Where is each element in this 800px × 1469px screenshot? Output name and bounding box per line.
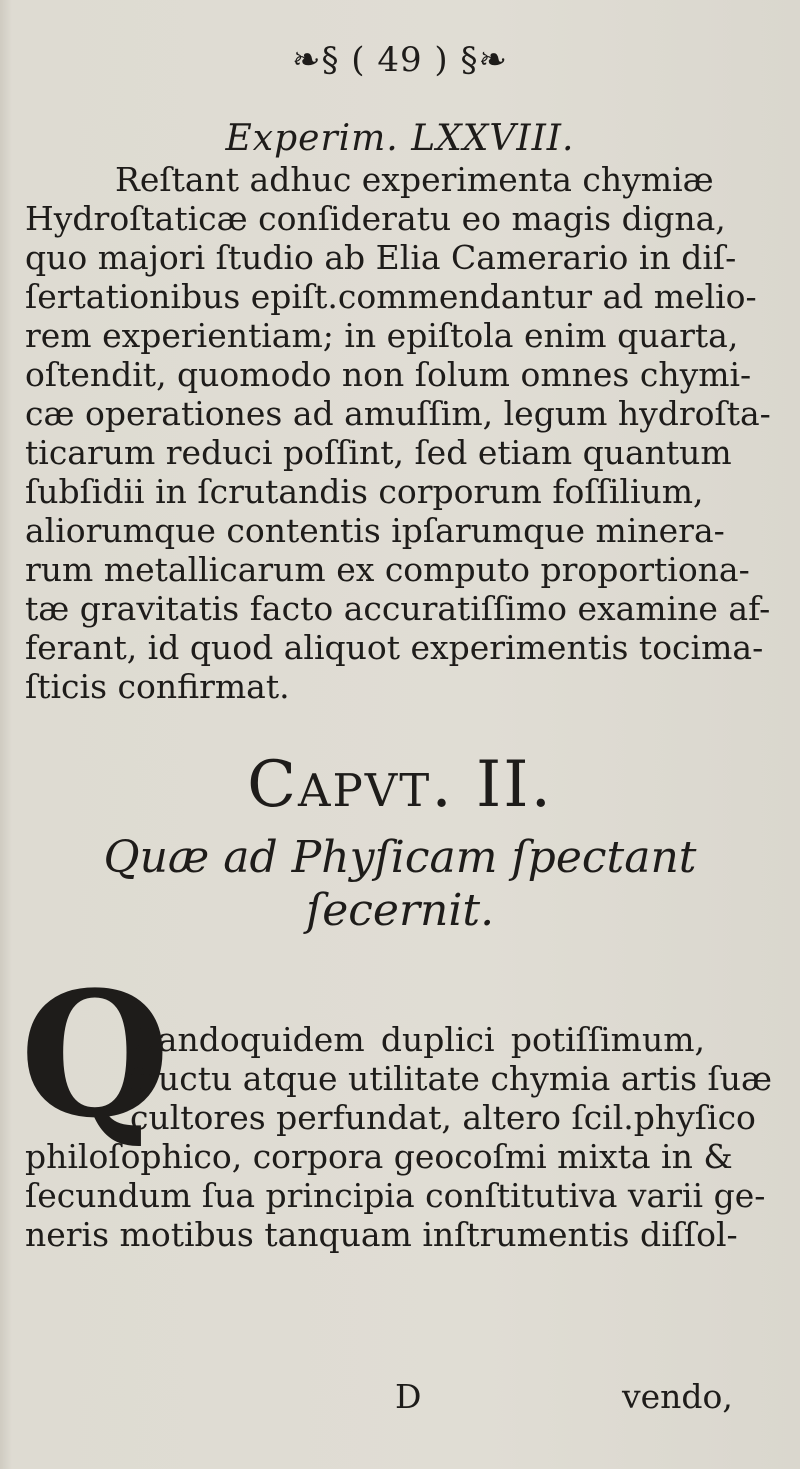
text-line: ſubſidii in ſcrutandis corporum foſſilium, (25, 472, 704, 511)
chapter-subtitle-line-1: Quæ ad Phyſicam ſpectant (103, 832, 697, 883)
ornament-left: ❧§ (291, 40, 340, 80)
text-line: Hydroſtaticæ conſideratu eo magis digna, (25, 199, 726, 238)
text-line: cæ operationes ad amuſſim, legum hydroſta- (25, 394, 771, 433)
text-line: Uandoquidem duplici potiſſimum, (130, 1020, 705, 1059)
text-line: oſtendit, quomodo non ſolum omnes chymi- (25, 355, 752, 394)
text-line: ſecundum ſua principia conſtitutiva varii ge- (25, 1176, 766, 1215)
running-title: Experim. LXXVIII. (225, 118, 575, 159)
text-line: ticarum reduci poſſint, ſed etiam quantum (25, 433, 732, 472)
chapter-subtitle-line-2: ſecernit. (305, 885, 495, 936)
text-line: quo majori ſtudio ab Elia Camerario in diſ- (25, 238, 737, 277)
ornament-right: §❧ (460, 40, 509, 80)
paragraph-2 (25, 1020, 773, 1254)
drop-cap: Q (20, 953, 170, 1156)
signature-mark: D (395, 1377, 422, 1416)
text-line: ſticis confirmat. (25, 667, 290, 706)
page-number: ( 49 ) (351, 40, 449, 80)
text-line: rum metallicarum ex computo proportiona- (25, 550, 750, 589)
text-line: Reſtant adhuc experimenta chymiæ (115, 160, 714, 199)
text-line: neris motibus tanquam inſtrumentis diſſol- (25, 1215, 738, 1254)
text-line: cultores perfundat, altero ſcil.phyſico (130, 1098, 756, 1137)
text-line: ferant, id quod aliquot experimentis tocima- (25, 628, 764, 667)
catchword: vendo, (622, 1377, 733, 1416)
chapter-heading: Capvt. II. (247, 748, 553, 822)
text-line: rem experientiam; in epiſtola enim quarta, (25, 316, 739, 355)
text-line: ſertationibus epiſt.commendantur ad melio- (25, 277, 757, 316)
paragraph-1 (25, 160, 771, 706)
text-line: fructu atque utilitate chymia artis ſuæ (130, 1059, 773, 1098)
text-line: philoſophico, corpora geocoſmi mixta in & (25, 1137, 733, 1176)
text-line: aliorumque contentis ipſarumque minera- (25, 511, 725, 550)
text-line: tæ gravitatis facto accuratiſſimo examine af- (25, 589, 771, 628)
page-header (0, 40, 800, 80)
